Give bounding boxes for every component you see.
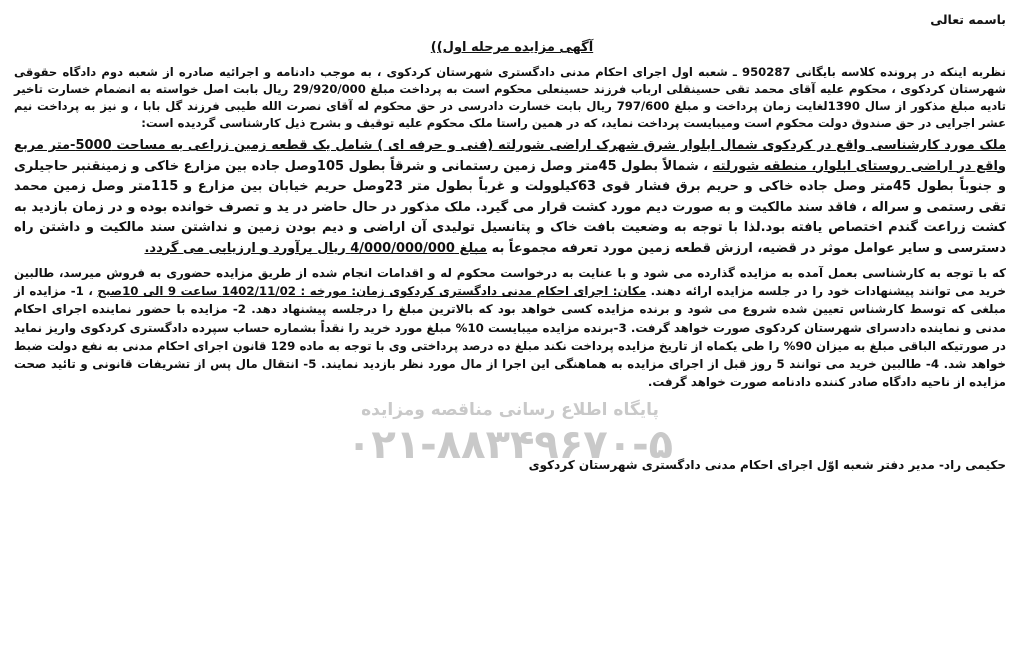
property-description-text: ، شمالاً بطول 45متر وصل زمین رستمانی و شرقاً بطول 105وصل جاده بین مزارع خاکی و زمینقنبر حاجیلری و جنوباً بطول 45متر وصل جاده خاکی و حریم برق فشار قوی 63کیلوولت و غرباً بطول متر 23وصل حریم خیابان بین مزارع و 115متر وصل زمین محمد تقی رستمی و سراله ، فاقد سند مالکیت و به صورت دیم مورد کشت قرار می گیرد. ملک مذکور در حال حاضر در ید و تصرف خوانده بوده و در زمان بازدید به کشت زراعت گندم اختصاص یافته بود.لذا با توجه به وضعیت بافت خاک و پتانسیل تولیدی آن اراضی و دیم بودن زمین و نداشتن سند مالکیت و داشتن راه دسترسی و سایر عوامل موثر در قضیه، ارزش قطعه زمین مورد تعرفه مجموعاً به — [14, 158, 1006, 256]
property-location-text: ملک مورد کارشناسی واقع در کردکوی شمال ابلوار شرق شهرک اراضی شورلته (فنی و حرفه ای ) شامل یک قطعه زمین زراعی به مساحت 5000-متر مربع واقع در اراضی روستای ابلوار، منطقه شورلته — [14, 138, 1006, 174]
auction-place-time-text: مکان: اجرای احکام مدنی دادگستری کردکوی زمان: مورخه : 1402/11/02 ساعت 9 الی 10صبح — [97, 284, 647, 299]
signature-line: حکیمی راد- مدیر دفتر شعبه اوّل اجرای احکام مدنی دادگستری شهرستان کردکوی — [528, 458, 1006, 472]
intro-paragraph: نظربه اینکه در پرونده کلاسه بایگانی 950287 ـ شعبه اول اجرای احکام مدنی دادگستری شهرستان کردکوی ، به موجب دادنامه و اجرائیه صادره از شعبه دوم دادگاه حقوقی شهرستان کردکوی ، محکوم علیه آقای محمد تقی حسینقلی ارباب فرزند حسینعلی محکوم است به پرداخت مبلغ 29/920/000 ریال بابت اصل خواسته به انضمام خسارت تاخیر تادیه مبلغ مذکور از سال 1390لغایت زمان پرداخت و مبلغ 797/600 ریال بابت خسارت دادرسی در حق محکوم له آقای نصرت الله طیبی فرزند گل بابا ، و نیز به پرداخت نیم عشر اجرایی در حق صندوق دولت محکوم است ومیبایست پرداخت نماید، که در همین راستا ملک محکوم علیه توقیف و بشرح ذیل کارشناسی گردیده است: — [14, 65, 1007, 130]
watermark-site-name: پایگاه اطلاع رسانی مناقصه ومزایده — [361, 400, 659, 420]
property-valuation-text: مبلغ 4/000/000/000 ریال برآورد و ارزیابی می گردد. — [144, 240, 488, 256]
conditions-rules-text: ، 1- مزایده از مبلغی که توسط کارشناس تعیین شده شروع می شود و برنده مزایده کسی خواهد بود که بالاترین مبلغ را درجلسه پیشنهاد دهد. 2- مزایده با حضور نماینده اجرای احکام مدنی و نماینده دادسرای شهرستان کردکوی صورت خواهد گرفت. 3-برنده مزایده میبایست 10% مبلغ مورد خرید را نقداً بشماره حساب سپرده دادگستری کردکوی واریز نماید در صورتیکه الباقی مبلغ به میزان 90% را طی یکماه از تاریخ مزایده پرداخت نکند مبلغ ده درصد پرداختی وی با توجه به ماده 129 قانون اجرای احکام مدنی به نفع دولت ضبط خواهد شد. 4- طالبین خرید می توانند 5 روز قبل از اجرای مزایده به هماهنگی این اجرا از مال مورد نظر بازدید نمایند. 5- انتقال مال پس از تشریفات قانونی و تائید صحت مزایده از ناحیه دادگاه صادر کننده دادنامه صورت خواهد گرفت. — [14, 284, 1006, 390]
property-paragraph — [14, 136, 1006, 259]
watermark-phone: ۰۲۱-۸۸۳۴۹۶۷۰-۵ — [346, 422, 674, 468]
invocation-heading: باسمه تعالی — [930, 12, 1006, 27]
notice-title: آگهی مزایده مرحله اول)) — [430, 40, 594, 55]
conditions-intro-text: که با توجه به کارشناسی بعمل آمده به مزایده گذارده می شود و با عنایت به درخواست محکوم له و اقدامات انجام شده از طریق مزایده حضوری به فروش میرسد، طالبین خرید می توانند پیشنهادات خود را در جلسه مزایده ارائه دهند. — [14, 266, 1006, 299]
conditions-paragraph — [14, 264, 1006, 391]
